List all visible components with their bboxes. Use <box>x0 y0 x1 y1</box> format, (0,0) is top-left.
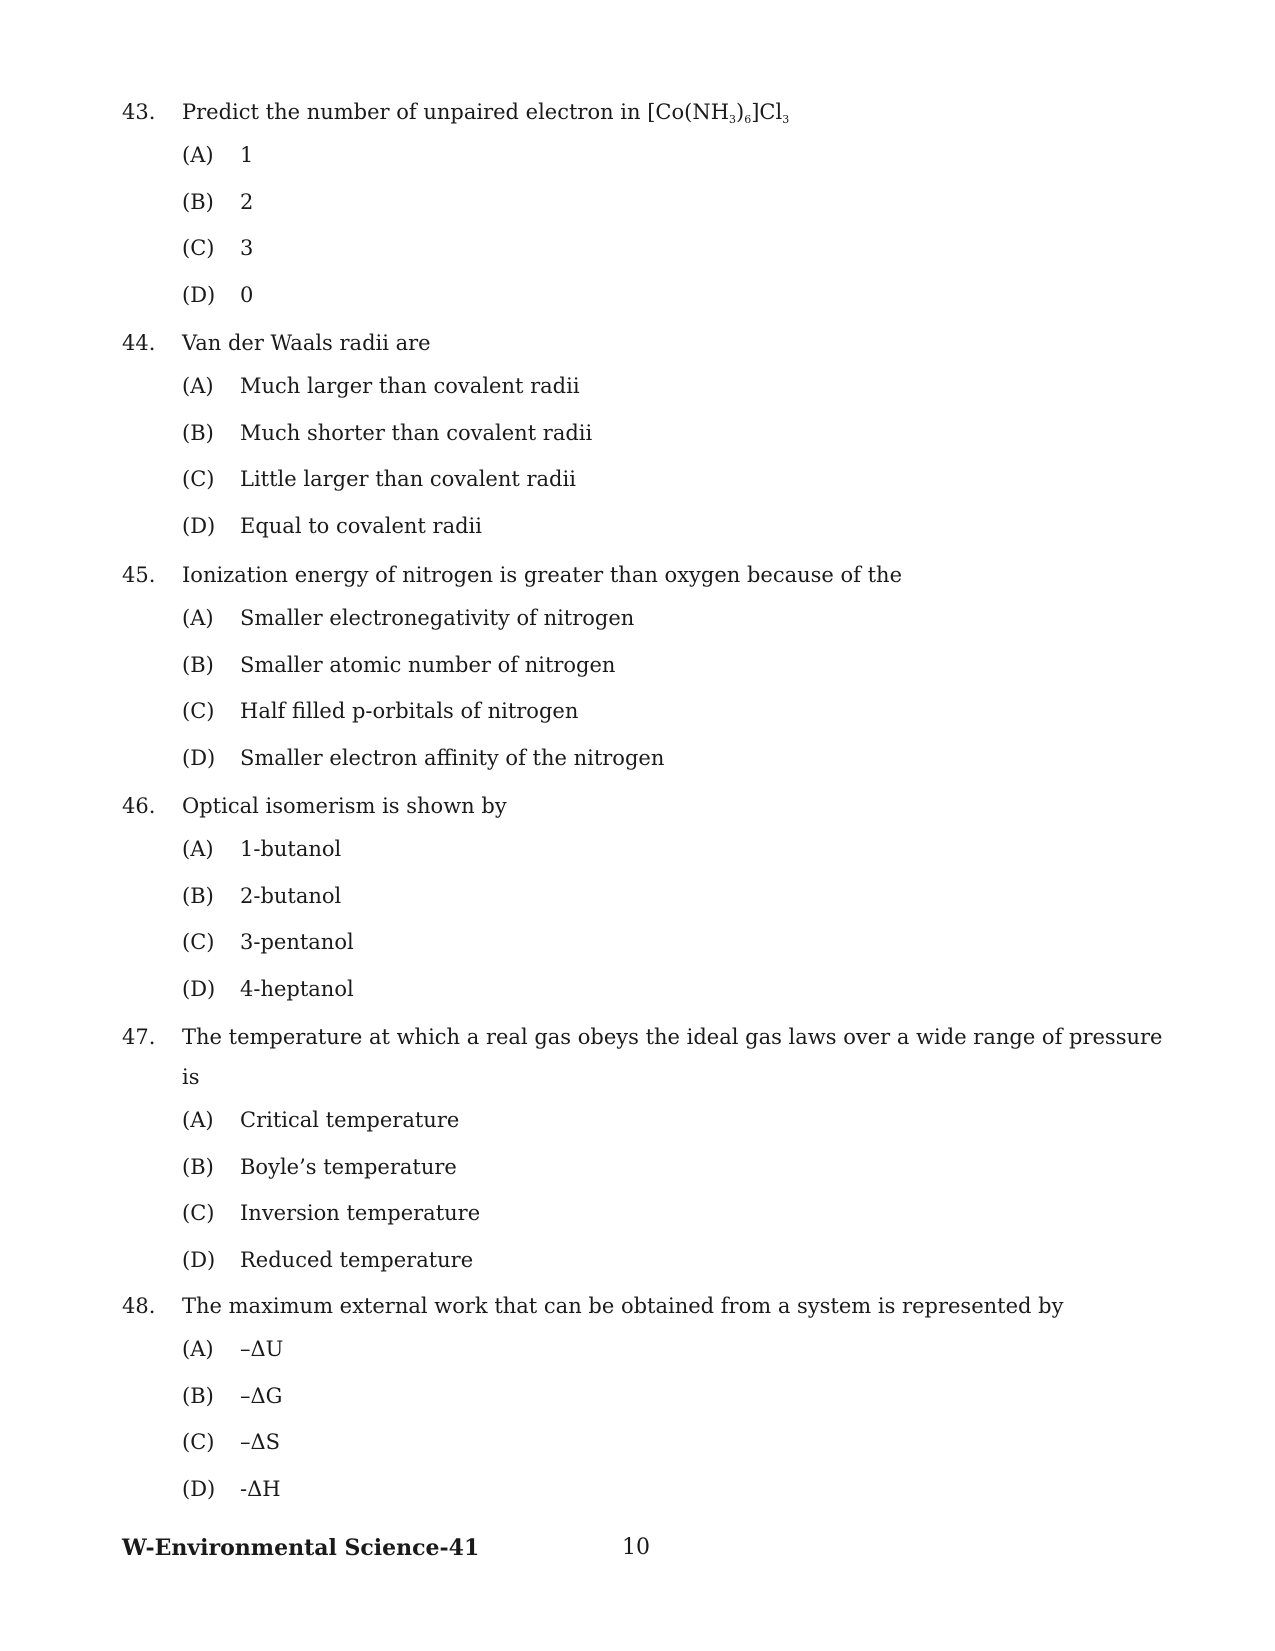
option-text: Half filled p-orbitals of nitrogen <box>240 699 579 723</box>
option-a <box>122 132 1172 179</box>
option-a <box>122 826 1172 873</box>
question-stem <box>122 786 1172 826</box>
option-letter: (D) <box>182 513 216 538</box>
option-b <box>122 642 1172 689</box>
option-letter: (B) <box>182 420 214 445</box>
question-stem <box>122 1286 1172 1326</box>
option-letter: (A) <box>182 1337 214 1361</box>
option-d <box>122 966 1172 1013</box>
option-letter: (D) <box>182 1247 216 1272</box>
question-number: 45. <box>122 563 156 587</box>
question-46 <box>122 786 1172 1012</box>
option-letter: (C) <box>182 236 215 260</box>
option-letter: (C) <box>182 930 215 954</box>
option-text: Smaller electron affinity of the nitrogen <box>240 745 665 770</box>
page-number: 10 <box>622 1535 650 1560</box>
option-letter: (B) <box>182 883 214 908</box>
option-a <box>122 1326 1172 1373</box>
option-text: Little larger than covalent radii <box>240 467 576 491</box>
option-d <box>122 503 1172 550</box>
option-text: Smaller electronegativity of nitrogen <box>240 606 635 630</box>
option-letter: (B) <box>182 1154 214 1179</box>
option-text: Smaller atomic number of nitrogen <box>240 652 616 677</box>
question-48 <box>122 1286 1172 1512</box>
question-text: Optical isomerism is shown by <box>182 794 507 818</box>
option-text: –ΔS <box>240 1430 281 1454</box>
option-c <box>122 688 1172 735</box>
option-text: 4-heptanol <box>240 976 354 1001</box>
option-text: Much larger than covalent radii <box>240 374 580 398</box>
question-text: The temperature at which a real gas obeys the ideal gas laws over a wide range of pressure is <box>182 1025 1163 1089</box>
subscript: 3 <box>782 113 790 126</box>
option-letter: (B) <box>182 1383 214 1408</box>
option-text: 2-butanol <box>240 883 342 908</box>
question-text-part: Predict the number of unpaired electron in [Co(NH <box>182 100 730 124</box>
option-letter: (A) <box>182 837 214 861</box>
option-letter: (C) <box>182 1201 215 1225</box>
option-letter: (C) <box>182 467 215 491</box>
option-c <box>122 225 1172 272</box>
option-text: –ΔU <box>240 1337 284 1361</box>
page-footer <box>122 1528 1172 1568</box>
question-43 <box>122 92 1172 318</box>
option-letter: (A) <box>182 606 214 630</box>
question-stem <box>122 555 1172 595</box>
option-letter: (D) <box>182 745 216 770</box>
option-letter: (D) <box>182 1476 216 1501</box>
question-text: Van der Waals radii are <box>182 331 431 355</box>
option-c <box>122 456 1172 503</box>
question-text-part: ]Cl <box>751 100 783 124</box>
option-text: -ΔH <box>240 1476 281 1501</box>
option-text: –ΔG <box>240 1383 283 1408</box>
option-letter: (B) <box>182 189 214 214</box>
question-stem <box>122 92 1172 132</box>
option-text: 2 <box>240 189 254 214</box>
question-number: 43. <box>122 100 156 124</box>
option-text: Reduced temperature <box>240 1247 474 1272</box>
option-text: Boyle’s temperature <box>240 1154 457 1179</box>
paper-code: W-Environmental Science-41 <box>122 1535 480 1561</box>
question-text-part: ) <box>736 100 745 124</box>
option-letter: (C) <box>182 1430 215 1454</box>
question-45 <box>122 555 1172 781</box>
option-c <box>122 1419 1172 1466</box>
option-b <box>122 179 1172 226</box>
option-text: 3-pentanol <box>240 930 354 954</box>
option-c <box>122 919 1172 966</box>
option-b <box>122 1373 1172 1420</box>
question-number: 47. <box>122 1025 156 1049</box>
option-b <box>122 873 1172 920</box>
option-text: Critical temperature <box>240 1108 460 1132</box>
question-stem <box>122 323 1172 363</box>
option-text: Inversion temperature <box>240 1201 481 1225</box>
subscript: 6 <box>744 113 752 126</box>
question-text: The maximum external work that can be obtained from a system is represented by <box>182 1294 1064 1318</box>
option-a <box>122 595 1172 642</box>
question-number: 48. <box>122 1294 156 1318</box>
option-letter: (A) <box>182 1108 214 1132</box>
option-text: Much shorter than covalent radii <box>240 420 593 445</box>
option-text: 1-butanol <box>240 837 342 861</box>
option-a <box>122 1097 1172 1144</box>
option-d <box>122 1466 1172 1513</box>
question-text <box>182 92 1172 132</box>
option-d <box>122 1237 1172 1284</box>
option-b <box>122 1144 1172 1191</box>
option-letter: (C) <box>182 699 215 723</box>
option-text: 1 <box>240 143 254 167</box>
question-number: 44. <box>122 331 156 355</box>
option-d <box>122 272 1172 319</box>
option-letter: (D) <box>182 976 216 1001</box>
option-letter: (A) <box>182 374 214 398</box>
option-text: 3 <box>240 236 254 260</box>
option-text: Equal to covalent radii <box>240 513 482 538</box>
question-47 <box>122 1017 1172 1283</box>
question-text: Ionization energy of nitrogen is greater than oxygen because of the <box>182 563 903 587</box>
question-44 <box>122 323 1172 549</box>
option-a <box>122 363 1172 410</box>
question-stem <box>122 1017 1172 1097</box>
option-b <box>122 410 1172 457</box>
option-letter: (A) <box>182 143 214 167</box>
question-number: 46. <box>122 794 156 818</box>
subscript: 3 <box>729 113 737 126</box>
option-c <box>122 1190 1172 1237</box>
option-letter: (D) <box>182 282 216 307</box>
option-letter: (B) <box>182 652 214 677</box>
option-text: 0 <box>240 282 254 307</box>
option-d <box>122 735 1172 782</box>
